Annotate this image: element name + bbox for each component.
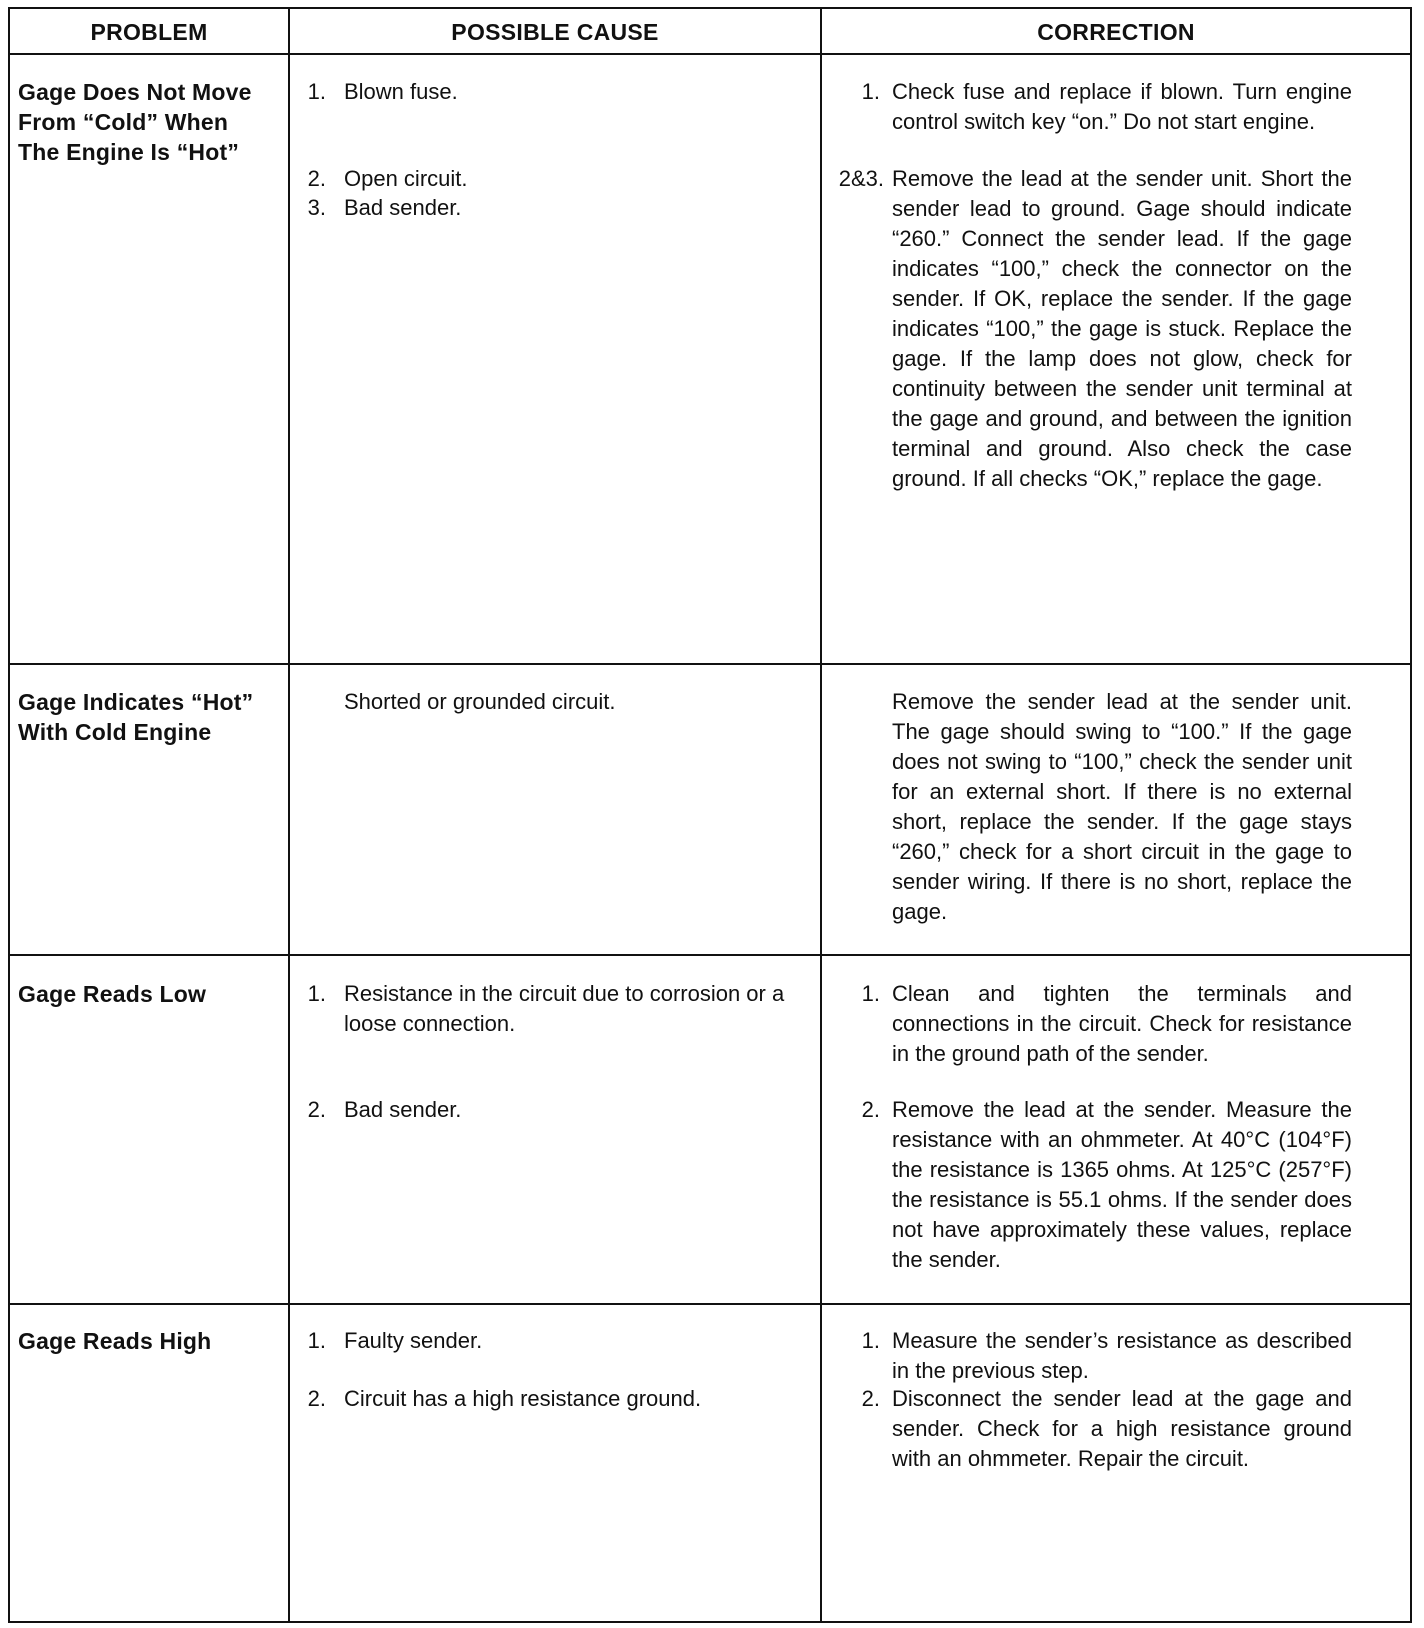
cause-text: Open circuit. bbox=[344, 166, 468, 191]
row-divider bbox=[10, 663, 1410, 665]
correction-text: Clean and tighten the terminals and connections in the circuit. Check for resistance in the ground path of the sender. bbox=[892, 981, 1352, 1066]
correction-text: Measure the sender’s resistance as described in the previous step. bbox=[892, 1328, 1352, 1383]
problem-line: Gage Indicates “Hot” bbox=[18, 689, 254, 715]
row-divider bbox=[10, 954, 1410, 956]
correction-text: Remove the lead at the sender. Measure the resistance with an ohmmeter. At 40°C (104°F) the resistance is 1365 ohms. At 125°C (257°F) the resistance is 55.1 ohms. If the sender does not have approximately these values, replace the sender. bbox=[892, 1097, 1352, 1272]
cause-text: Blown fuse. bbox=[344, 79, 458, 104]
cause-number: 1. bbox=[307, 981, 326, 1006]
cause-text: Shorted or grounded circuit. bbox=[344, 689, 616, 714]
correction-number: 1. bbox=[861, 79, 880, 104]
troubleshooting-table bbox=[8, 7, 1412, 1623]
problem-cell bbox=[18, 77, 283, 167]
cause-number: 2. bbox=[307, 1386, 326, 1411]
correction-text: Remove the lead at the sender unit. Short the sender lead to ground. Gage should indicate “260.” Connect the sender lead. If the gage indicates “100,” check the connector on the sender. If OK, replace the sender. If the gage indicates “100,” the gage is stuck. Replace the gage. If the lamp does not glow, check for continuity between the sender unit terminal at the gage and ground, and between the ignition terminal and ground. Also check the case ground. If all checks “OK,” replace the gage. bbox=[892, 166, 1352, 491]
correction-text: Check fuse and replace if blown. Turn engine control switch key “on.” Do not start engine. bbox=[892, 79, 1352, 134]
cause-number: 3. bbox=[307, 195, 326, 220]
correction-number: 2&3. bbox=[838, 166, 884, 191]
problem-line: The Engine Is “Hot” bbox=[18, 139, 240, 165]
cause-number: 2. bbox=[307, 166, 326, 191]
correction-text: Remove the sender lead at the sender unit. The gage should swing to “100.” If the gage does not swing to “100,” check the sender unit for an external short. If there is no external short, replace the sender. If the gage stays “260,” check for a short circuit in the gage to sender wiring. If there is no short, replace the gage. bbox=[892, 689, 1352, 924]
problem-line: Gage Reads Low bbox=[18, 981, 207, 1007]
correction-number: 2. bbox=[861, 1097, 880, 1122]
problem-line: Gage Does Not Move bbox=[18, 79, 252, 105]
header-correction: CORRECTION bbox=[1037, 19, 1195, 45]
cause-text: Faulty sender. bbox=[344, 1328, 483, 1353]
header-possible-cause: POSSIBLE CAUSE bbox=[451, 19, 659, 45]
cause-number: 1. bbox=[307, 79, 326, 104]
problem-line: With Cold Engine bbox=[18, 719, 212, 745]
problem-cell bbox=[18, 687, 283, 747]
problem-cell bbox=[18, 1326, 283, 1356]
correction-number: 1. bbox=[861, 981, 880, 1006]
cause-text: Circuit has a high resistance ground. bbox=[344, 1386, 702, 1411]
correction-number: 2. bbox=[861, 1386, 880, 1411]
problem-line: From “Cold” When bbox=[18, 109, 229, 135]
column-divider bbox=[820, 9, 822, 1621]
column-divider bbox=[288, 9, 290, 1621]
problem-cell bbox=[18, 979, 283, 1009]
cause-text: Bad sender. bbox=[344, 1097, 462, 1122]
cause-text: Resistance in the circuit due to corrosion or a loose connection. bbox=[344, 981, 785, 1036]
problem-line: Gage Reads High bbox=[18, 1328, 212, 1354]
row-divider bbox=[10, 53, 1410, 55]
row-divider bbox=[10, 1303, 1410, 1305]
cause-number: 1. bbox=[307, 1328, 326, 1353]
cause-number: 2. bbox=[307, 1097, 326, 1122]
header-problem: PROBLEM bbox=[90, 19, 208, 45]
cause-text: Bad sender. bbox=[344, 195, 462, 220]
correction-text: Disconnect the sender lead at the gage and sender. Check for a high resistance ground with an ohmmeter. Repair the circuit. bbox=[892, 1386, 1352, 1471]
correction-number: 1. bbox=[861, 1328, 880, 1353]
